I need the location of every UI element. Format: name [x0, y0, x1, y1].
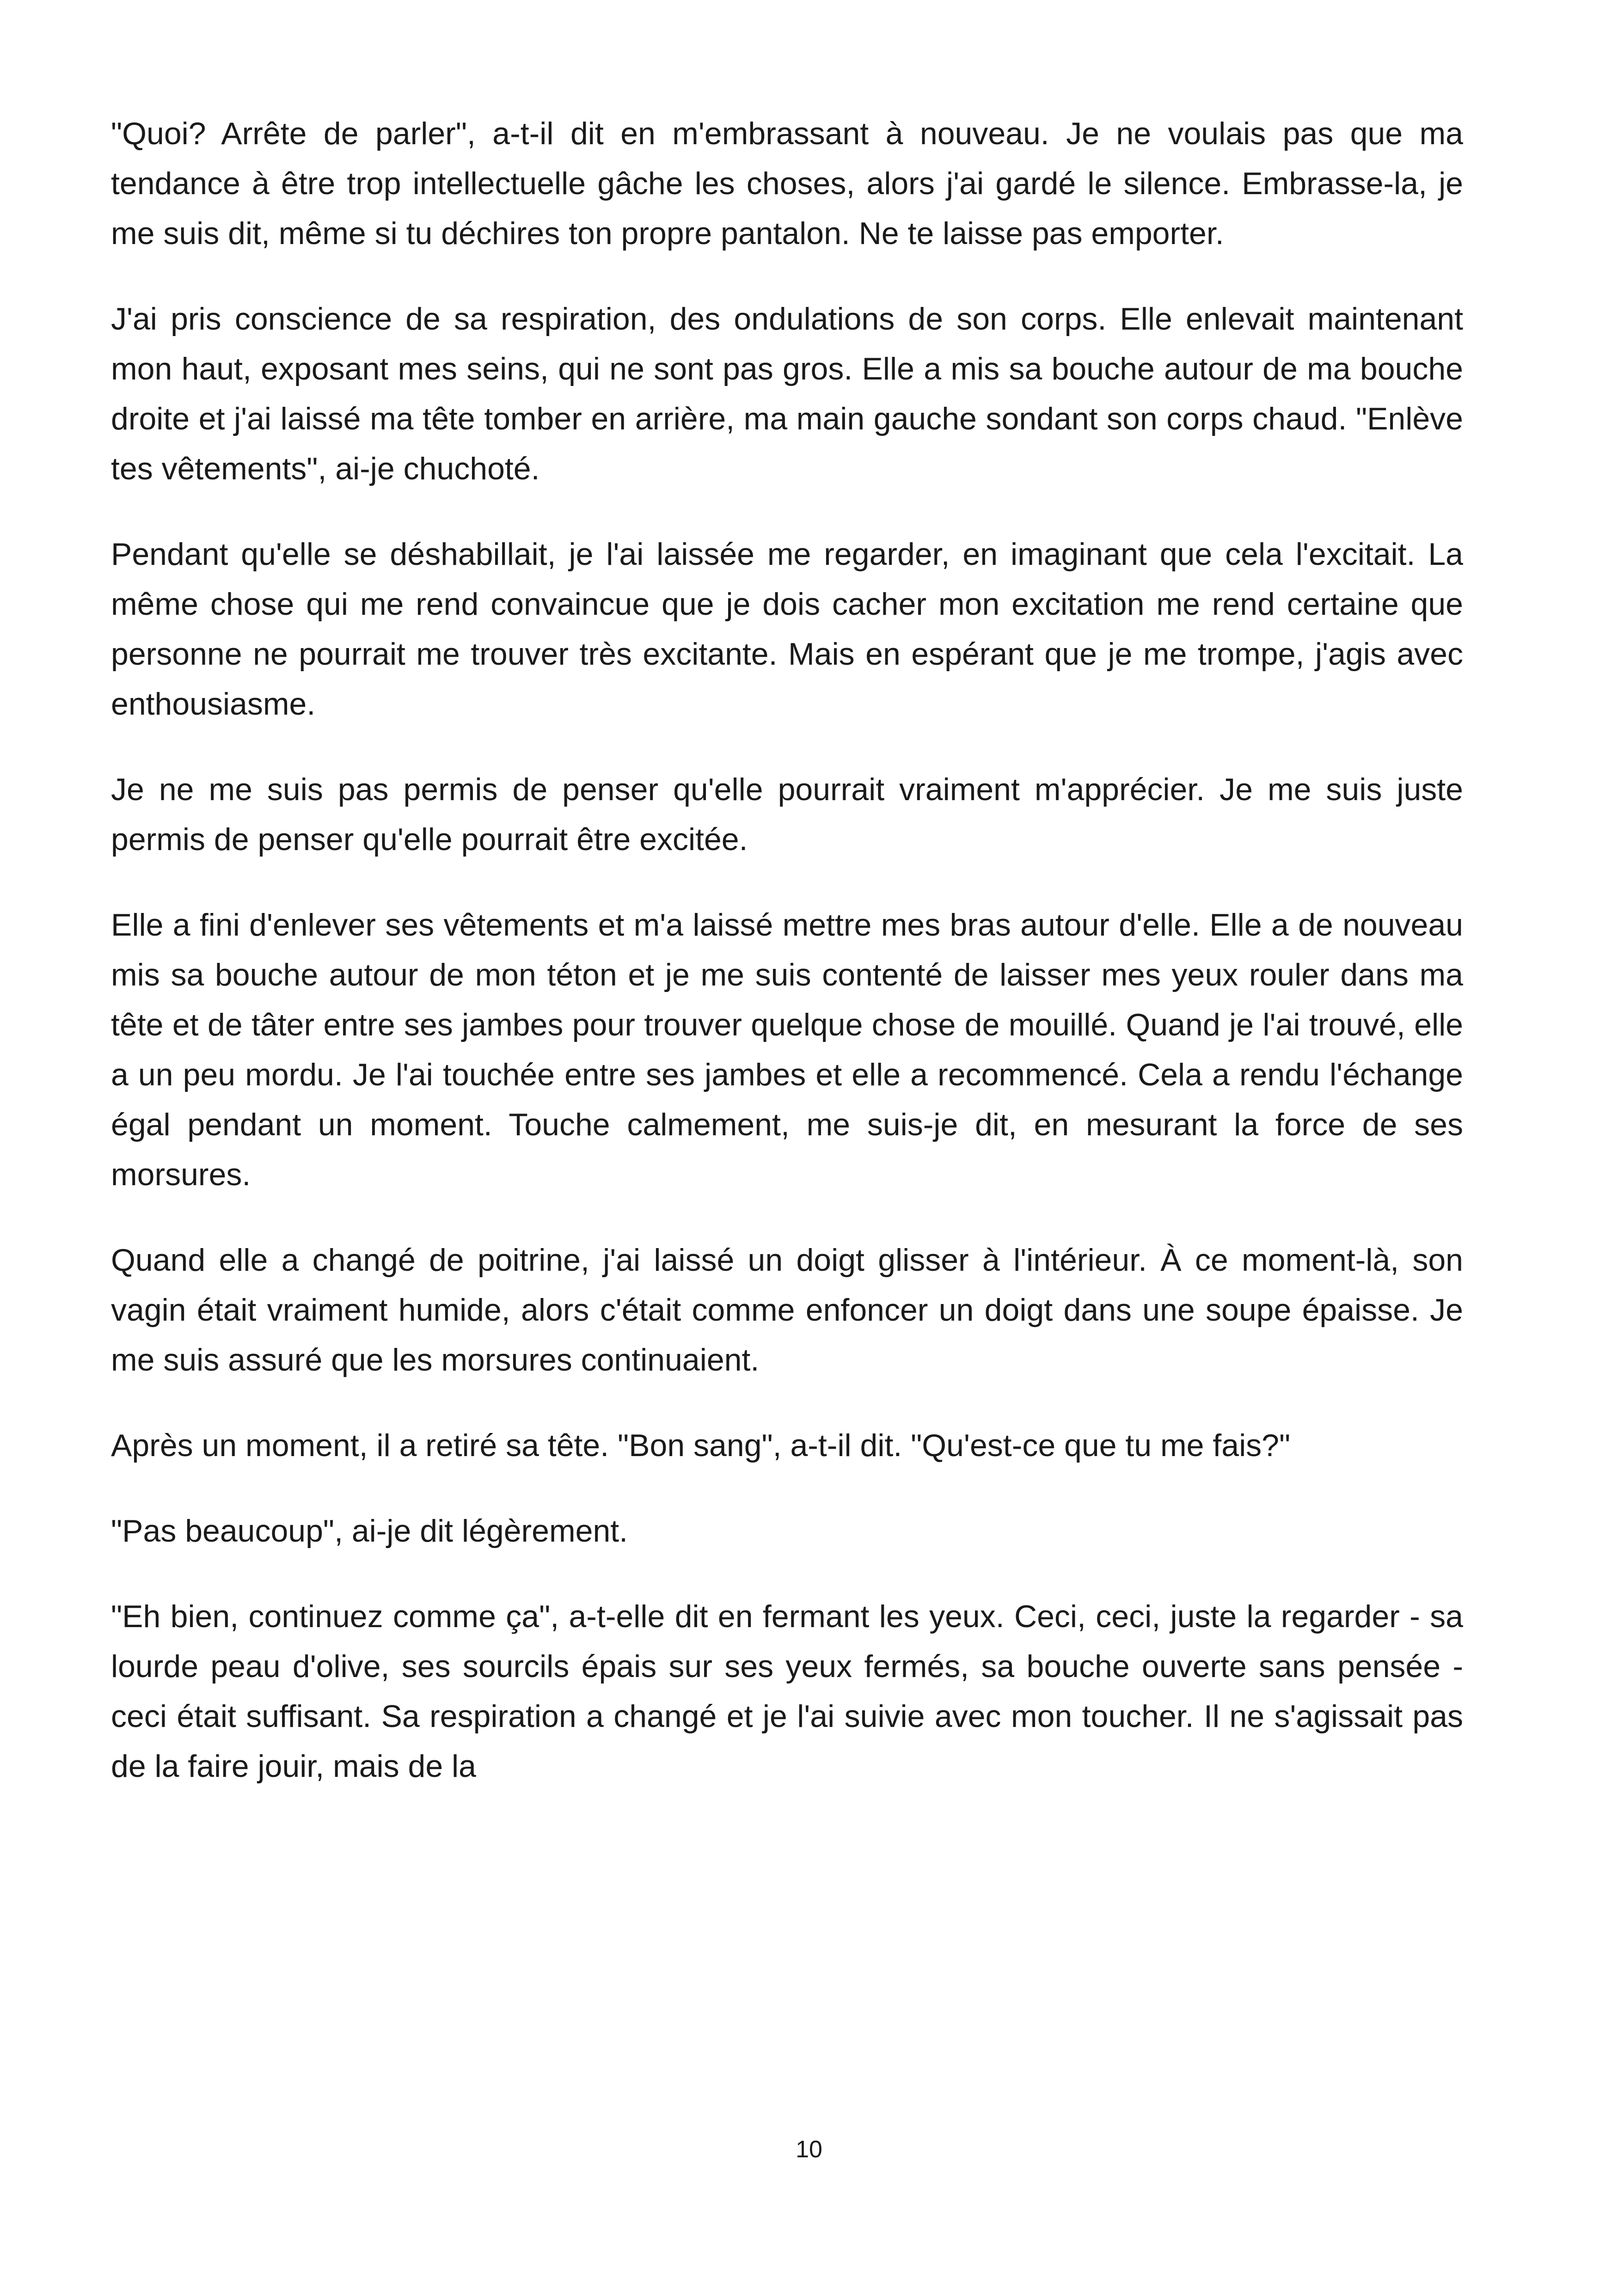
paragraph: Pendant qu'elle se déshabillait, je l'ai laissée me regarder, en imaginant que cela l'excitait. La même chose qui me rend convaincue que je dois cacher mon excitation me rend certaine que personne ne pourrait me trouver très excitante. Mais en espérant que je me trompe, j'agis avec enthousiasme. [111, 537, 1463, 722]
paragraph: Elle a fini d'enlever ses vêtements et m'a laissé mettre mes bras autour d'elle. Elle a de nouveau mis sa bouche autour de mon téton et je me suis contenté de laisser mes yeux rouler dans ma tête et de tâter entre ses jambes pour trouver quelque chose de mouillé. Quand je l'ai trouvé, elle a un peu mordu. Je l'ai touchée entre ses jambes et elle a recommencé. Cela a rendu l'échange égal pendant un moment. Touche calmement, me suis-je dit, en mesurant la force de ses morsures. [111, 907, 1463, 1192]
paragraph: "Pas beaucoup", ai-je dit légèrement. [111, 1513, 628, 1549]
paragraph: Je ne me suis pas permis de penser qu'elle pourrait vraiment m'apprécier. Je me suis juste permis de penser qu'elle pourrait être excitée. [111, 772, 1463, 857]
paragraph: "Quoi? Arrête de parler", a-t-il dit en m'embrassant à nouveau. Je ne voulais pas que ma tendance à être trop intellectuelle gâche les choses, alors j'ai gardé le silence. Embrasse-la, je me suis dit, même si tu déchires ton propre pantalon. Ne te laisse pas emporter. [111, 116, 1463, 251]
paragraph: "Eh bien, continuez comme ça", a-t-elle dit en fermant les yeux. Ceci, ceci, juste la regarder - sa lourde peau d'olive, ses sourcils épais sur ses yeux fermés, sa bouche ouverte sans pensée - ceci était suffisant. Sa respiration a changé et je l'ai suivie avec mon toucher. Il ne s'agissait pas de la faire jouir, mais de la [111, 1599, 1463, 1784]
page-number: 10 [796, 2136, 822, 2163]
paragraph: J'ai pris conscience de sa respiration, des ondulations de son corps. Elle enlevait maintenant mon haut, exposant mes seins, qui ne sont pas gros. Elle a mis sa bouche autour de ma bouche droite et j'ai laissé ma tête tomber en arrière, ma main gauche sondant son corps chaud. "Enlève tes vêtements", ai-je chuchoté. [111, 301, 1463, 486]
paragraph: Quand elle a changé de poitrine, j'ai laissé un doigt glisser à l'intérieur. À ce moment-là, son vagin était vraiment humide, alors c'était comme enfoncer un doigt dans une soupe épaisse. Je me suis assuré que les morsures continuaient. [111, 1243, 1463, 1378]
paragraph: Après un moment, il a retiré sa tête. "Bon sang", a-t-il dit. "Qu'est-ce que tu me fais?" [111, 1428, 1291, 1463]
body-text [111, 109, 1463, 1827]
